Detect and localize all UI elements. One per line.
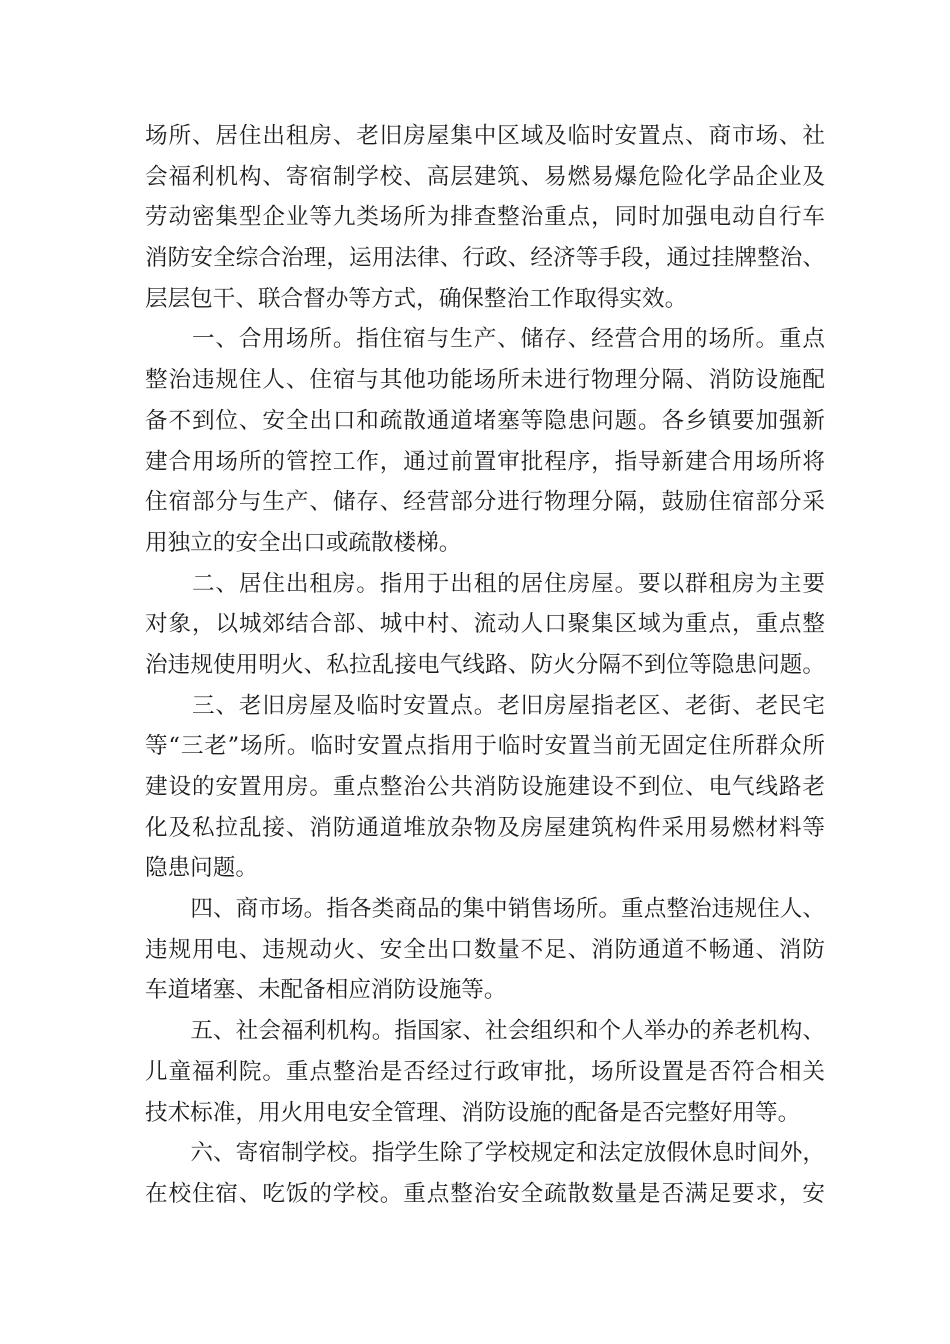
text-line: 在校住宿、吃饭的学校。重点整治安全疏散数量是否满足要求，安 xyxy=(145,1180,825,1207)
text-line: 劳动密集型企业等九类场所为排查整治重点，同时加强电动自行车 xyxy=(145,204,825,231)
text-line: 隐患问题。 xyxy=(145,855,258,882)
text-line: 六、寄宿制学校。指学生除了学校规定和法定放假休息时间外， xyxy=(145,1140,825,1167)
text-line: 二、居住出租房。指用于出租的居住房屋。要以群租房为主要 xyxy=(145,570,825,597)
text-line: 整治违规住人、住宿与其他功能场所未进行物理分隔、消防设施配 xyxy=(145,367,825,394)
text-line: 五、社会福利机构。指国家、社会组织和个人举办的养老机构、 xyxy=(145,1018,825,1045)
text-line: 三、老旧房屋及临时安置点。老旧房屋指老区、老街、老民宅 xyxy=(145,692,825,719)
text-line: 儿童福利院。重点整治是否经过行政审批，场所设置是否符合相关 xyxy=(145,1058,825,1085)
text-line: 建合用场所的管控工作，通过前置审批程序，指导新建合用场所将 xyxy=(145,448,825,475)
text-line: 一、合用场所。指住宿与生产、储存、经营合用的场所。重点 xyxy=(145,326,825,353)
text-line: 车道堵塞、未配备相应消防设施等。 xyxy=(145,977,507,1004)
text-line: 等“三老”场所。临时安置点指用于临时安置当前无固定住所群众所 xyxy=(145,733,825,760)
text-line: 会福利机构、寄宿制学校、高层建筑、易燃易爆危险化学品企业及 xyxy=(145,163,825,190)
text-line: 对象，以城郊结合部、城中村、流动人口聚集区域为重点，重点整 xyxy=(145,611,825,638)
text-line: 用独立的安全出口或疏散楼梯。 xyxy=(145,529,462,556)
text-line: 治违规使用明火、私拉乱接电气线路、防火分隔不到位等隐患问题。 xyxy=(145,651,825,678)
text-line: 层层包干、联合督办等方式，确保整治工作取得实效。 xyxy=(145,285,688,312)
text-line: 技术标准，用火用电安全管理、消防设施的配备是否完整好用等。 xyxy=(145,1099,801,1126)
text-line: 化及私拉乱接、消防通道堆放杂物及房屋建筑构件采用易燃材料等 xyxy=(145,814,825,841)
text-line: 住宿部分与生产、储存、经营部分进行物理分隔，鼓励住宿部分采 xyxy=(145,489,825,516)
text-line: 消防安全综合治理，运用法律、行政、经济等手段，通过挂牌整治、 xyxy=(145,245,825,272)
text-line: 建设的安置用房。重点整治公共消防设施建设不到位、电气线路老 xyxy=(145,774,825,800)
text-line: 场所、居住出租房、老旧房屋集中区域及临时安置点、商市场、社 xyxy=(145,123,825,149)
text-line: 四、商市场。指各类商品的集中销售场所。重点整治违规住人、 xyxy=(145,896,825,923)
document-body xyxy=(145,116,825,1215)
text-line: 违规用电、违规动火、安全出口数量不足、消防通道不畅通、消防 xyxy=(145,936,825,963)
text-line: 备不到位、安全出口和疏散通道堵塞等隐患问题。各乡镇要加强新 xyxy=(145,407,825,434)
